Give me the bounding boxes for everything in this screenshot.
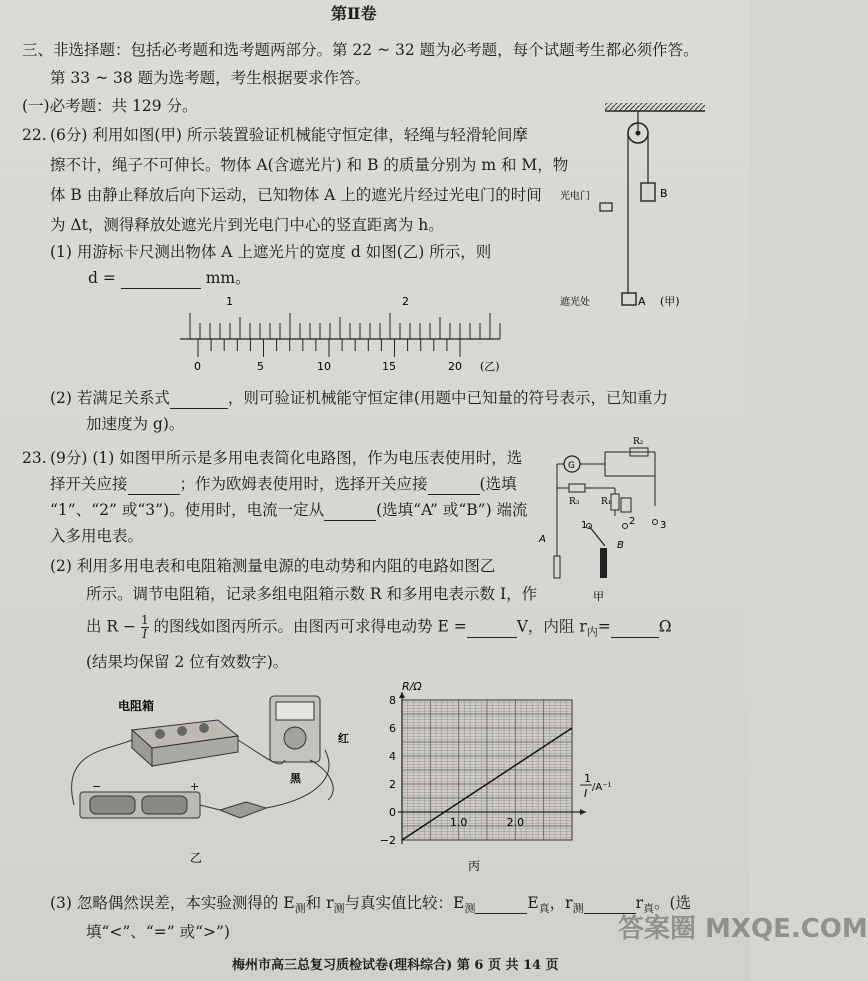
q23-line1: (9分) (1) 如图甲所示是多用电表简化电路图，作为电压表使用时，选 xyxy=(50,449,523,467)
vernier-label-15: 15 xyxy=(382,360,396,373)
caliper-main-label-1: 1 xyxy=(226,295,233,308)
emf-unit: V，内阻 r xyxy=(516,617,587,636)
q22-line3: 体 B 由静止释放后向下运动，已知物体 A 上的遮光片经过光电门的时间 xyxy=(50,186,542,204)
q22-part1: (1) 用游标卡尺测出物体 A 上遮光片的宽度 d 如图(乙) 所示，则 xyxy=(50,243,492,261)
q23-l3-a: “1”、“2” 或“3”)。使用时，电流一定从 xyxy=(50,501,325,519)
vernier-label-20: 20 xyxy=(448,360,462,373)
section-title: 第Ⅱ卷 xyxy=(331,4,377,23)
vernier-label-10: 10 xyxy=(317,360,331,373)
graph-x-label-den: I xyxy=(584,787,588,800)
y-tick-label: 4 xyxy=(389,750,396,763)
emf-compare-blank xyxy=(475,893,527,914)
caliper-main-label-2: 2 xyxy=(402,295,409,308)
q22-part2 xyxy=(50,388,668,409)
true-sub-e: 真 xyxy=(538,902,550,916)
q22-line1: (6分) 利用如图(甲) 所示装置验证机械能守恒定律，轻绳与轻滑轮间摩 xyxy=(50,126,528,144)
footer-total-pages: 共 14 页 xyxy=(505,958,559,973)
r1-label: R₁ xyxy=(601,497,612,507)
block-b-label: B xyxy=(660,187,668,200)
r-vs-inverse-i-graph xyxy=(379,680,620,873)
r-compare-blank xyxy=(584,893,636,914)
q23-l2-c: (选填 xyxy=(479,475,517,493)
multimeter-circuit-figure xyxy=(539,437,695,604)
circuit-caption: 甲 xyxy=(593,590,604,603)
red-probe-label: 红 xyxy=(338,732,349,745)
y-tick-label: −2 xyxy=(379,834,396,847)
q23-p3-b: 和 r xyxy=(305,894,334,912)
photogate-icon xyxy=(600,203,612,211)
page-footer xyxy=(232,956,559,976)
r3-label: R₃ xyxy=(569,497,580,507)
q22-line4: 为 Δt，测得释放处遮光片到光电门中心的竖直距离为 h。 xyxy=(50,216,444,234)
ceiling-hatch xyxy=(605,103,705,111)
required-heading: (一)必考题：共 129 分。 xyxy=(22,97,198,115)
voltmeter-blank xyxy=(128,474,180,495)
q23-line3 xyxy=(50,500,528,521)
y-tick-label: 0 xyxy=(389,806,396,819)
footer-exam-name: 梅州市高三总复习质检试卷(理科综合) xyxy=(232,958,453,973)
selector-switch xyxy=(589,526,605,546)
q23-line4: 入多用电表。 xyxy=(50,527,144,545)
emf-blank xyxy=(467,617,517,638)
y-tick-label: 8 xyxy=(389,694,396,707)
q23-part2-c xyxy=(86,614,672,643)
r2-label: R₂ xyxy=(633,437,644,447)
q22-apparatus-figure xyxy=(560,95,710,315)
q23-line2 xyxy=(50,474,517,495)
part3-line1: 三、非选择题：包括必考题和选考题两部分。第 22 ~ 32 题为必考题，每个试题考生都必须作答。 xyxy=(22,41,699,59)
graph-y-label: R/Ω xyxy=(402,680,422,693)
q22-line2: 擦不计，绳子不可伸长。物体 A(含遮光片) 和 B 的质量分别为 m 和 M，物 xyxy=(50,156,569,174)
watermark-logo: 答案圈 MXQE.COM xyxy=(618,914,868,944)
q23-p3-f: r xyxy=(635,894,643,912)
ohm-unit: Ω xyxy=(658,617,672,636)
resistor-box-label: 电阻箱 xyxy=(118,699,155,713)
black-probe-label: 黑 xyxy=(290,772,301,785)
shade-label: 遮光处 xyxy=(560,297,590,308)
emf-prompt: 的图线如图丙所示。由图丙可求得电动势 E = xyxy=(153,617,467,636)
x-tick-label: 1.0 xyxy=(449,816,468,829)
q22-p2-body: ，则可验证机械能守恒定律(用题中已知量的符号表示，已知重力 xyxy=(227,389,668,407)
q22-p2-prefix: (2) 若满足关系式 xyxy=(50,389,170,407)
q23-p3-e: ，r xyxy=(549,894,573,912)
battery-icon xyxy=(621,498,631,512)
battery-plus-label: + xyxy=(190,780,200,793)
terminal-b-label: B xyxy=(617,540,624,551)
part3-line2: 第 33 ~ 38 题为选考题，考生根据要求作答。 xyxy=(50,69,371,87)
d-unit: mm。 xyxy=(205,269,251,287)
measured-sub-e: 测 xyxy=(294,902,306,916)
q23-part3 xyxy=(50,893,691,919)
vernier-label-5: 5 xyxy=(257,360,264,373)
q23-part2-d: (结果均保留 2 位有效数字)。 xyxy=(86,653,289,671)
block-a-icon xyxy=(622,293,636,305)
ohmmeter-blank xyxy=(428,474,480,495)
q23-l2-b: ；作为欧姆表使用时，选择开关应接 xyxy=(179,475,428,493)
q23-number: 23. xyxy=(22,449,47,467)
r3-resistor-icon xyxy=(569,484,585,492)
circuit-setup-figure xyxy=(70,690,370,870)
graph-caption: 丙 xyxy=(468,859,481,873)
fraction-bottom: I xyxy=(142,627,148,641)
vernier-label-0: 0 xyxy=(194,360,201,373)
photogate-label: 光电门 xyxy=(560,191,590,202)
galvanometer-label: G xyxy=(568,461,575,471)
q23-part2-a: (2) 利用多用电表和电阻箱测量电源的电动势和内阻的电路如图乙 xyxy=(50,557,496,575)
setup-caption: 乙 xyxy=(190,851,203,865)
fraction-top: 1 xyxy=(140,613,149,627)
q22-d-answer xyxy=(88,268,251,289)
terminal-1-label: 1 xyxy=(581,520,588,531)
terminal-2-label: 2 xyxy=(629,516,636,527)
fig-yi-caption: (乙) xyxy=(480,360,500,373)
x-tick-label: 2.0 xyxy=(506,816,525,829)
battery-minus-label: − xyxy=(92,780,102,793)
block-b-icon xyxy=(641,183,655,201)
q23-p3-a: (3) 忽略偶然误差，本实验测得的 E xyxy=(50,894,295,912)
q23-part3-end: 填“<”、“=” 或“>”) xyxy=(86,923,230,941)
graph-x-label-num: 1 xyxy=(584,772,591,785)
d-blank xyxy=(121,268,201,289)
inverse-i-fraction xyxy=(141,614,149,641)
true-sub-r: 真 xyxy=(642,902,654,916)
resistance-blank xyxy=(611,617,659,638)
probe-b-icon xyxy=(600,548,607,578)
q23-l3-b: (选填“A” 或“B”) 端流 xyxy=(376,501,528,519)
q23-p3-g: 。(选 xyxy=(653,894,692,912)
q22-number: 22. xyxy=(22,126,47,144)
block-a-label: A xyxy=(638,295,646,308)
terminal-3-label: 3 xyxy=(660,520,667,531)
measured-sub-e2: 测 xyxy=(464,902,476,916)
r-minus: 出 R − xyxy=(86,617,137,636)
switch-icon xyxy=(220,802,266,818)
current-end-blank xyxy=(324,500,376,521)
measured-sub-r2: 测 xyxy=(572,902,584,916)
q23-p3-c: 与真实值比较：E xyxy=(344,894,465,912)
graph-grid xyxy=(402,700,572,840)
q22-relation-blank xyxy=(170,388,228,409)
q23-l2-a: 择开关应接 xyxy=(50,475,128,493)
q22-part2-end: 加速度为 g)。 xyxy=(86,415,185,433)
r-internal-sub: 内 xyxy=(586,625,598,639)
footer-page-number: 第 6 页 xyxy=(456,958,501,973)
caliper-main-scale xyxy=(190,313,500,339)
q23-p3-d: E xyxy=(527,894,539,912)
measured-sub-r: 测 xyxy=(333,902,345,916)
probe-a-icon xyxy=(554,556,560,578)
q23-part2-b: 所示。调节电阻箱，记录多组电阻箱示数 R 和多用电表示数 I，作 xyxy=(86,585,538,603)
caliper-figure xyxy=(180,295,520,375)
y-tick-label: 2 xyxy=(389,778,396,791)
r1-resistor-icon xyxy=(611,494,619,510)
terminal-a-label: A xyxy=(539,534,546,545)
equals: = xyxy=(597,617,611,636)
caliper-vernier-scale xyxy=(198,339,460,357)
graph-x-label-unit: /A⁻¹ xyxy=(592,782,612,793)
y-tick-label: 6 xyxy=(389,722,396,735)
fig-jia-caption: (甲) xyxy=(660,295,680,308)
d-label: d = xyxy=(88,269,116,287)
